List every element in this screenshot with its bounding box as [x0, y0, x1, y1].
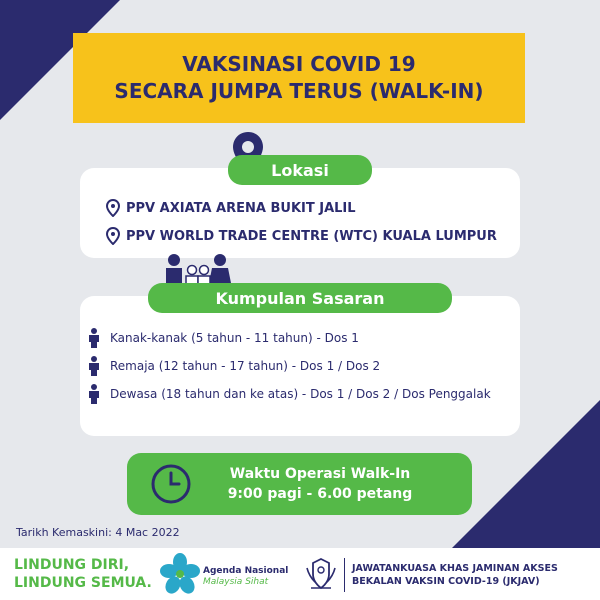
title-line-1: VAKSINASI COVID 19 [182, 52, 416, 76]
kumpulan-heading [148, 283, 452, 313]
slogan-line-2: LINDUNG SEMUA. [14, 575, 152, 591]
jkjav-line-1: JAWATANKUASA KHAS JAMINAN AKSES [352, 563, 558, 574]
title-banner [73, 33, 525, 123]
kumpulan-heading-label: Kumpulan Sasaran [215, 288, 385, 308]
kumpulan-item-label: Kanak-kanak (5 tahun - 11 tahun) - Dos 1 [110, 331, 359, 345]
lokasi-heading [228, 155, 372, 185]
kumpulan-item-1 [88, 328, 359, 348]
person-icon [88, 328, 100, 348]
kumpulan-item-label: Dewasa (18 tahun dan ke atas) - Dos 1 / Dos 2 / Dos Penggalak [110, 387, 491, 401]
person-icon [88, 384, 100, 404]
clock-icon [150, 463, 192, 505]
lokasi-item-2 [106, 227, 497, 245]
kumpulan-item-label: Remaja (12 tahun - 17 tahun) - Dos 1 / Dos 2 [110, 359, 381, 373]
lokasi-heading-label: Lokasi [271, 160, 329, 180]
waktu-title: Waktu Operasi Walk-In [229, 466, 411, 482]
waktu-hours: 9:00 pagi - 6.00 petang [227, 486, 413, 502]
lokasi-item-label: PPV AXIATA ARENA BUKIT JALIL [126, 200, 356, 216]
jkjav-text [352, 562, 558, 588]
lokasi-item-1 [106, 199, 356, 217]
waktu-text [200, 464, 440, 504]
agenda-logo-text [203, 566, 288, 588]
kumpulan-item-2 [88, 356, 380, 376]
slogan-line-1: LINDUNG DIRI, [14, 557, 130, 573]
jkjav-line-2: BEKALAN VAKSIN COVID-19 (JKJAV) [352, 576, 540, 587]
slogan [14, 556, 152, 592]
updated-date: Tarikh Kemaskini: 4 Mac 2022 [16, 526, 180, 539]
footer-divider [344, 558, 345, 592]
agenda-line-1: Agenda Nasional [203, 566, 289, 576]
agenda-line-2: Malaysia Sihat [203, 577, 269, 587]
hibiscus-logo-icon [158, 552, 202, 596]
coat-of-arms-icon [303, 556, 339, 592]
map-pin-icon [106, 199, 120, 217]
title-line-2: SECARA JUMPA TERUS (WALK-IN) [114, 79, 484, 103]
lokasi-item-label: PPV WORLD TRADE CENTRE (WTC) KUALA LUMPUR [126, 228, 497, 244]
map-pin-icon [106, 227, 120, 245]
person-icon [88, 356, 100, 376]
kumpulan-item-3 [88, 384, 491, 404]
